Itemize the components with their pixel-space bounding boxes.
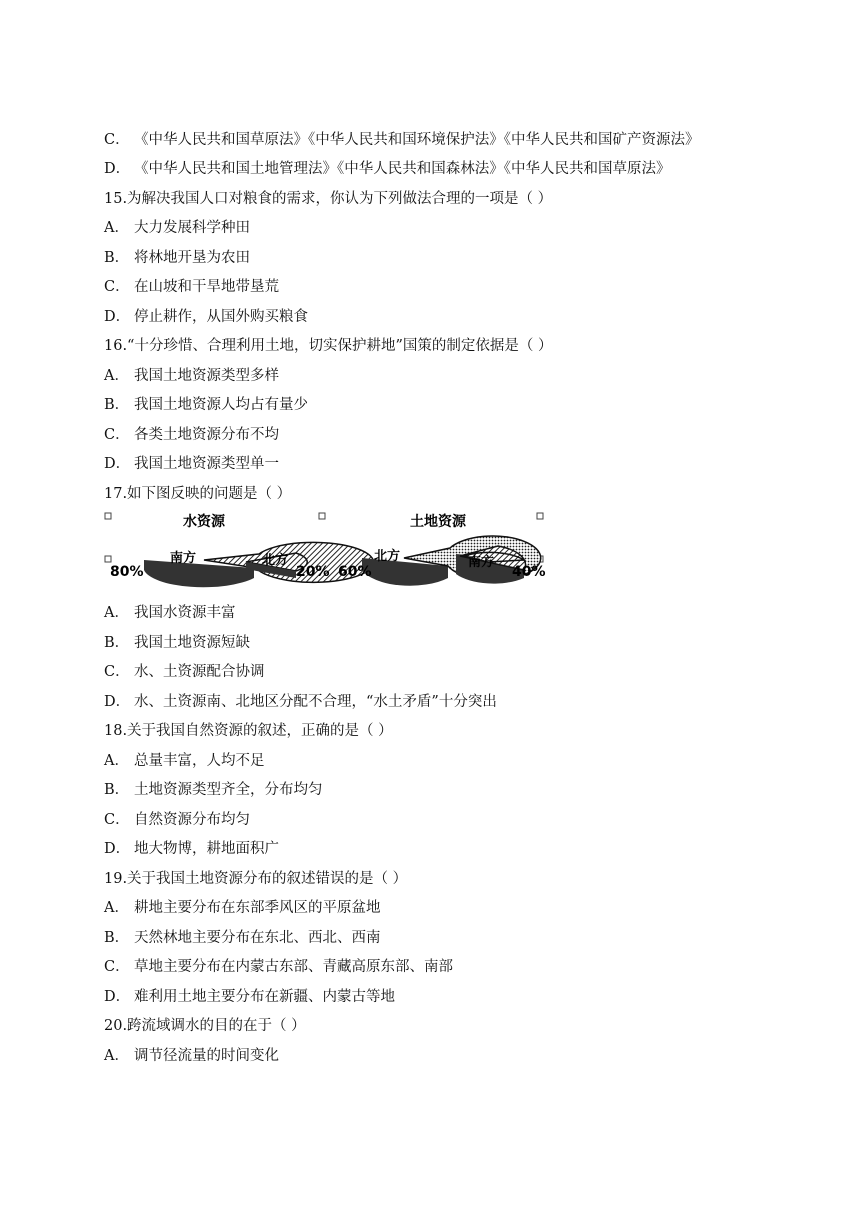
question-text: 16.“十分珍惜、合理利用土地，切实保护耕地”国策的制定依据是（ ） <box>104 338 553 354</box>
option-text: 我国土地资源短缺 <box>134 635 250 651</box>
option-text: 自然资源分布均匀 <box>134 812 250 828</box>
option-text: 我国土地资源人均占有量少 <box>134 397 308 413</box>
option-letter: D． <box>104 309 131 325</box>
water-label-north: 北方 <box>262 553 289 568</box>
pie-figure-svg <box>104 512 546 594</box>
land-pct-south: 40% <box>512 564 546 580</box>
option-text: 调节径流量的时间变化 <box>134 1048 279 1064</box>
option-letter: D． <box>104 694 131 710</box>
option-text: 总量丰富，人均不足 <box>134 753 265 769</box>
option-text: 我国土地资源类型单一 <box>134 456 279 472</box>
option-text: 在山坡和干旱地带垦荒 <box>134 279 279 295</box>
option-letter: B． <box>104 782 130 798</box>
option-c-line <box>104 425 279 445</box>
option-c-line <box>104 130 700 150</box>
option-letter: A． <box>104 753 129 769</box>
option-text: 天然林地主要分布在东北、西北、西南 <box>134 930 381 946</box>
option-a-line <box>104 1046 279 1066</box>
option-letter: C． <box>104 132 130 148</box>
option-text: 《中华人民共和国土地管理法》《中华人民共和国森林法》《中华人民共和国草原法》 <box>134 161 671 177</box>
option-text: 将林地开垦为农田 <box>134 250 250 266</box>
option-a-line <box>104 603 236 623</box>
option-text: 难利用土地主要分布在新疆、内蒙古等地 <box>134 989 395 1005</box>
option-letter: D． <box>104 841 131 857</box>
option-text: 我国水资源丰富 <box>134 605 236 621</box>
water-pie <box>110 513 374 587</box>
water-pct-south: 80% <box>110 564 144 580</box>
option-letter: B． <box>104 635 130 651</box>
option-text: 草地主要分布在内蒙古东部、青藏高原东部、南部 <box>134 959 453 975</box>
option-text: 大力发展科学种田 <box>134 220 250 236</box>
option-letter: B． <box>104 250 130 266</box>
option-text: 地大物博，耕地面积广 <box>134 841 279 857</box>
option-letter: B． <box>104 397 130 413</box>
land-label-north: 北方 <box>374 549 401 564</box>
land-pct-north: 60% <box>338 564 372 580</box>
option-b-line <box>104 248 250 268</box>
option-letter: A． <box>104 220 129 236</box>
option-b-line <box>104 928 381 948</box>
question-15 <box>104 189 552 209</box>
option-b-line <box>104 395 308 415</box>
option-text: 停止耕作，从国外购买粮食 <box>134 309 308 325</box>
option-letter: A． <box>104 368 129 384</box>
question-18 <box>104 721 393 741</box>
option-letter: D． <box>104 456 131 472</box>
option-d-line <box>104 159 671 179</box>
option-letter: C． <box>104 812 130 828</box>
option-text: 我国土地资源类型多样 <box>134 368 279 384</box>
frame-handle-icon <box>319 513 325 519</box>
question-text: 19.关于我国土地资源分布的叙述错误的是（ ） <box>104 871 408 887</box>
option-d-line <box>104 307 308 327</box>
option-a-line <box>104 218 250 238</box>
option-letter: C． <box>104 959 130 975</box>
land-pie <box>338 513 546 586</box>
frame-handle-icon <box>105 556 111 562</box>
option-letter: A． <box>104 1048 129 1064</box>
question-16 <box>104 336 553 356</box>
question-20 <box>104 1016 306 1036</box>
question-text: 17.如下图反映的问题是（ ） <box>104 486 292 502</box>
option-text: 耕地主要分布在东部季风区的平原盆地 <box>134 900 381 916</box>
option-letter: C． <box>104 664 130 680</box>
option-b-line <box>104 780 323 800</box>
frame-handle-icon <box>537 513 543 519</box>
option-b-line <box>104 633 250 653</box>
question-17 <box>104 484 291 504</box>
option-letter: A． <box>104 605 129 621</box>
water-label-south: 南方 <box>170 551 197 566</box>
option-text: 水、土资源南、北地区分配不合理，“水土矛盾”十分突出 <box>134 694 497 710</box>
question-text: 18.关于我国自然资源的叙述，正确的是（ ） <box>104 723 393 739</box>
option-d-line <box>104 987 395 1007</box>
land-pie-title: 土地资源 <box>410 514 466 530</box>
option-a-line <box>104 366 279 386</box>
land-label-south: 南方 <box>468 555 495 570</box>
option-c-line <box>104 957 453 977</box>
option-text: 土地资源类型齐全，分布均匀 <box>134 782 323 798</box>
water-pct-north: 20% <box>296 564 330 580</box>
option-letter: C． <box>104 427 130 443</box>
resource-pie-figure <box>104 512 546 594</box>
question-text: 15.为解决我国人口对粮食的需求，你认为下列做法合理的一项是（ ） <box>104 191 553 207</box>
option-c-line <box>104 277 279 297</box>
option-d-line <box>104 454 279 474</box>
option-letter: B． <box>104 930 130 946</box>
option-letter: D． <box>104 989 131 1005</box>
frame-handle-icon <box>105 513 111 519</box>
question-19 <box>104 869 407 889</box>
water-pie-title: 水资源 <box>183 514 225 530</box>
option-letter: A． <box>104 900 129 916</box>
option-text: 各类土地资源分布不均 <box>134 427 279 443</box>
option-c-line <box>104 810 250 830</box>
option-d-line <box>104 839 279 859</box>
question-text: 20.跨流域调水的目的在于（ ） <box>104 1018 306 1034</box>
option-a-line <box>104 751 265 771</box>
option-c-line <box>104 662 265 682</box>
option-text: 水、土资源配合协调 <box>134 664 265 680</box>
option-letter: C． <box>104 279 130 295</box>
option-d-line <box>104 692 497 712</box>
option-a-line <box>104 898 381 918</box>
option-letter: D． <box>104 161 131 177</box>
option-text: 《中华人民共和国草原法》《中华人民共和国环境保护法》《中华人民共和国矿产资源法》 <box>134 132 700 148</box>
